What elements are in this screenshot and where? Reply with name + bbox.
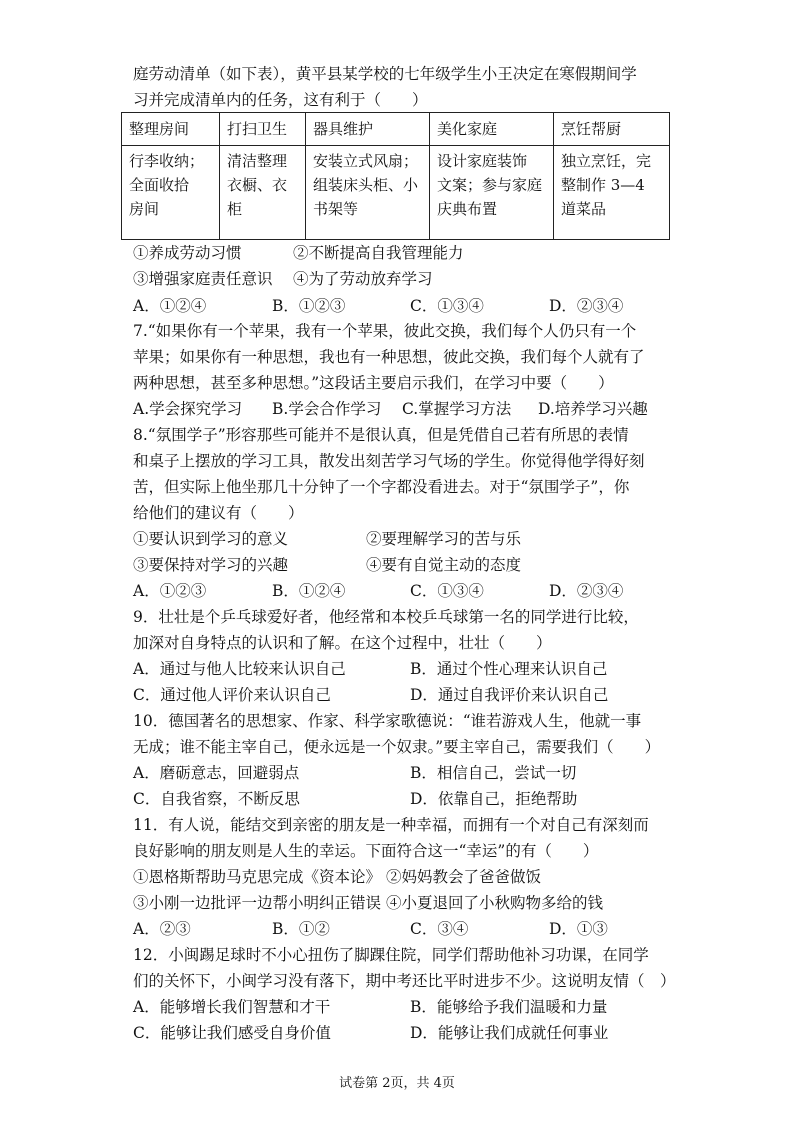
choice-d[interactable]: D．②③④ (549, 297, 624, 315)
page-footer: 试卷第 2页，共 4页 (339, 1076, 455, 1091)
choice-d[interactable]: D．通过自我评价来认识自己 (410, 686, 609, 704)
q9-stem-line-1: 9．壮壮是个乒乓球爱好者，他经常和本校乒乓球第一名的同学进行比较， (133, 608, 639, 626)
option-text: ②要理解学习的苦与乐 (366, 530, 522, 548)
q12-stem-line-1: 12．小闽踢足球时不小心扭伤了脚踝住院，同学们帮助他补习功课，在同学 (133, 946, 649, 964)
choice-c[interactable]: C．①③④ (410, 297, 484, 315)
option-text: ②妈妈教会了爸爸做饭 (386, 868, 542, 886)
q6-stem-line-2: 习并完成清单内的任务，这有利于（ ） (133, 91, 428, 109)
choice-c[interactable]: C．①③④ (410, 582, 484, 600)
q11-stem-line-2: 良好影响的朋友则是人生的幸运。下面符合这一“幸运”的有（ ） (133, 842, 599, 860)
table-header-cell: 美化家庭 (430, 113, 554, 146)
option-text: ③小刚一边批评一边帮小明纠正错误 (133, 894, 382, 912)
q12-stem-line-2: 们的关怀下，小闽学习没有落下，期中考还比平时进步不少。这说明友情（ ） (133, 972, 676, 990)
q8-stem-line-4: 给他们的建议有（ ） (133, 504, 304, 522)
q8-stem-line-2: 和桌子上摆放的学习工具，散发出刻苦学习气场的学生。你觉得他学得好刻 (133, 452, 645, 470)
choice-a[interactable]: A．①②③ (133, 582, 207, 600)
choice-c[interactable]: C．③④ (410, 920, 469, 938)
option-text: ④为了劳动放弃学习 (293, 270, 433, 288)
table-cell: 清洁整理 衣橱、衣 柜 (220, 146, 306, 240)
table-cell: 设计家庭装饰 文案；参与家庭 庆典布置 (430, 146, 554, 240)
table-header-row (122, 113, 670, 146)
table-header-cell: 烹饪帮厨 (554, 113, 670, 146)
choice-b[interactable]: B．相信自己，尝试一切 (410, 764, 577, 782)
choice-d[interactable]: D．①③ (549, 920, 608, 938)
chore-list-table (121, 112, 670, 240)
choice-b[interactable]: B．①② (272, 920, 330, 938)
q7-stem-line-1: 7.“如果你有一个苹果，我有一个苹果，彼此交换，我们每个人仍只有一个 (133, 322, 637, 340)
option-text: ③要保持对学习的兴趣 (133, 556, 289, 574)
table-cell: 独立烹饪，完 整制作 3—4 道菜品 (554, 146, 670, 240)
choice-a[interactable]: A.学会探究学习 (133, 400, 243, 418)
q7-stem-line-3: 两种思想，甚至多种思想。”这段话主要启示我们，在学习中要（ ） (133, 374, 614, 392)
q10-stem-line-2: 无成；谁不能主宰自己，便永远是一个奴隶。”要主宰自己，需要我们（ ） (133, 738, 661, 756)
choice-a[interactable]: A．能够增长我们智慧和才干 (133, 998, 331, 1016)
table-cell: 行李收纳； 全面收拾 房间 (122, 146, 220, 240)
option-text: ①恩格斯帮助马克思完成《资本论》 (133, 868, 382, 886)
option-text: ④小夏退回了小秋购物多给的钱 (386, 894, 604, 912)
choice-b[interactable]: B.学会合作学习 (272, 400, 382, 418)
choice-c[interactable]: C．能够让我们感受自身价值 (133, 1024, 331, 1042)
table-header-cell: 整理房间 (122, 113, 220, 146)
choice-c[interactable]: C．自我省察，不断反思 (133, 790, 300, 808)
table-header-cell: 打扫卫生 (220, 113, 306, 146)
choice-d[interactable]: D．依靠自己，拒绝帮助 (410, 790, 578, 808)
table-row (122, 146, 670, 240)
choice-b[interactable]: B．①②③ (272, 297, 346, 315)
choice-d[interactable]: D．②③④ (549, 582, 624, 600)
choice-c[interactable]: C．通过他人评价来认识自己 (133, 686, 331, 704)
q6-stem-line-1: 庭劳动清单（如下表），黄平县某学校的七年级学生小王决定在寒假期间学 (133, 65, 637, 83)
table-cell: 安装立式风扇； 组装床头柜、小 书架等 (306, 146, 430, 240)
q7-stem-line-2: 苹果；如果你有一种思想，我也有一种思想，彼此交换，我们每个人就有了 (133, 348, 645, 366)
choice-b[interactable]: B．能够给予我们温暖和力量 (410, 998, 608, 1016)
option-text: ③增强家庭责任意识 (133, 270, 273, 288)
choice-a[interactable]: A．磨砺意志，回避弱点 (133, 764, 300, 782)
option-text: ②不断提高自我管理能力 (293, 244, 464, 262)
choice-a[interactable]: A．②③ (133, 920, 191, 938)
choice-d[interactable]: D．能够让我们成就任何事业 (410, 1024, 609, 1042)
choice-a[interactable]: A．通过与他人比较来认识自己 (133, 660, 346, 678)
option-text: ①养成劳动习惯 (133, 244, 242, 262)
q8-stem-line-3: 苦，但实际上他坐那几十分钟了一个字都没看进去。对于“氛围学子”，你 (133, 478, 630, 496)
q8-stem-line-1: 8.“氛围学子”形容那些可能并不是很认真，但是凭借自己若有所思的表情 (133, 426, 629, 444)
choice-b[interactable]: B．通过个性心理来认识自己 (410, 660, 608, 678)
choice-a[interactable]: A．①②④ (133, 297, 207, 315)
choice-d[interactable]: D.培养学习兴趣 (538, 400, 648, 418)
choice-b[interactable]: B．①②④ (272, 582, 346, 600)
q9-stem-line-2: 加深对自身特点的认识和了解。在这个过程中，壮壮（ ） (133, 634, 552, 652)
q11-stem-line-1: 11．有人说，能结交到亲密的朋友是一种幸福，而拥有一个对自己有深刻而 (133, 816, 649, 834)
q10-stem-line-1: 10．德国著名的思想家、作家、科学家歌德说：“谁若游戏人生，他就一事 (133, 712, 642, 730)
table-header-cell: 器具维护 (306, 113, 430, 146)
choice-c[interactable]: C.掌握学习方法 (402, 400, 512, 418)
option-text: ④要有自觉主动的态度 (366, 556, 522, 574)
option-text: ①要认识到学习的意义 (133, 530, 289, 548)
